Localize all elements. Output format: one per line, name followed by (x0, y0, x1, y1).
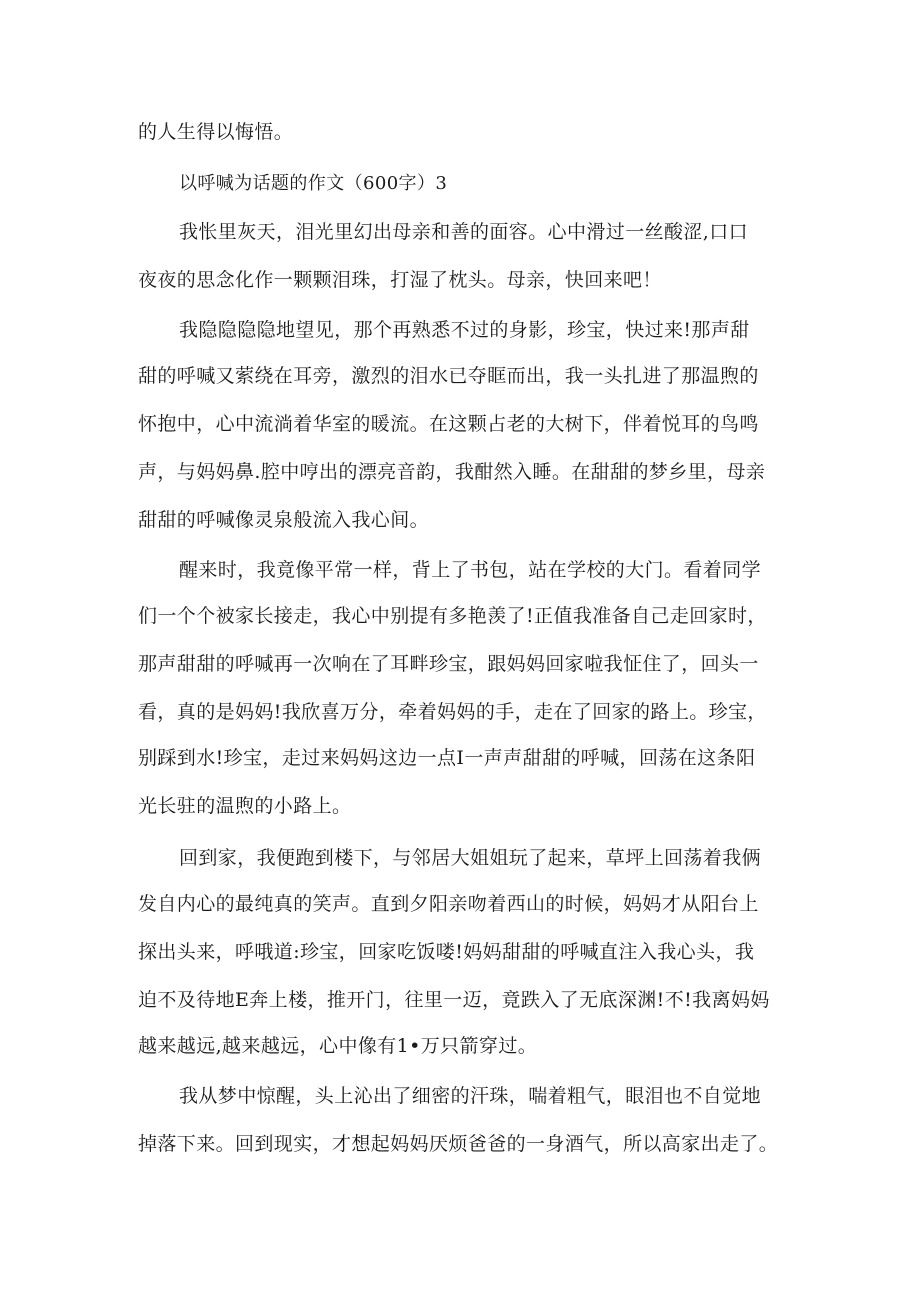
text-line: 的人生得以悔悟。 (138, 121, 294, 143)
text-line: 怀抱中，心中流淌着华室的暖流。在这颗占老的大树下，伴着悦耳的鸟鸣 (138, 413, 759, 435)
text-line: 声，与妈妈鼻.腔中哼出的漂亮音韵，我酣然入睡。在甜甜的梦乡里，母亲 (138, 461, 766, 483)
text-line: 掉落下来。回到现实，才想起妈妈厌烦爸爸的一身酒气，所以高家出走了。 (138, 1133, 779, 1155)
text-line: 甜的呼喊又萦绕在耳旁，激烈的泪水已夺眶而出，我一头扎进了那温煦的 (138, 365, 759, 387)
text-line: 越来越远,越来越远，心中像有1•万只箭穿过。 (138, 1035, 538, 1057)
text-line: 别踩到水!珍宝，走过来妈妈这边一点I一声声甜甜的呼喊，回荡在这条阳 (138, 747, 756, 769)
text-line: 们一个个被家长接走，我心中别提有多艳羡了!正值我准备自己走回家时， (138, 605, 767, 627)
text-line: 我从梦中惊醒，头上沁出了细密的汗珠，喘着粗气，眼泪也不自觉地 (179, 1085, 762, 1107)
text-line: 看，真的是妈妈!我欣喜万分，牵着妈妈的手，走在了回家的路上。珍宝， (138, 701, 767, 723)
text-line: 醒来时，我竟像平常一样，背上了书包，站在学校的大门。看着同学 (179, 559, 762, 581)
text-line: 那声甜甜的呼喊再一次响在了耳畔珍宝，跟妈妈回家啦我怔住了，回头一 (138, 653, 759, 675)
text-line: 我怅里灰天，泪光里幻出母亲和善的面容。心中滑过一丝酸涩,口口 (179, 221, 749, 243)
text-line: 甜甜的呼喊像灵泉般流入我心间。 (138, 509, 430, 531)
text-line: 迫不及待地E奔上楼，推开门，往里一迈，竟跌入了无底深渊!不!我离妈妈 (138, 989, 770, 1011)
text-line: 发自内心的最纯真的笑声。直到夕阳亲吻着西山的时候，妈妈才从阳台上 (138, 893, 759, 915)
essay-title: 以呼喊为话题的作文（600字）3 (179, 173, 448, 194)
text-line: 探出头来，呼哦道:珍宝，回家吃饭喽!妈妈甜甜的呼喊直注入我心头，我 (138, 941, 755, 963)
text-line: 夜夜的思念化作一颗颗泪珠，打湿了枕头。母亲，快回来吧！ (138, 269, 662, 291)
text-line: 回到家，我便跑到楼下，与邻居大姐姐玩了起来，草坪上回荡着我俩 (179, 847, 762, 869)
text-line: 光长驻的温煦的小路上。 (138, 795, 352, 817)
text-line: 我隐隐隐隐地望见，那个再熟悉不过的身影，珍宝，快过来!那声甜 (179, 319, 750, 341)
